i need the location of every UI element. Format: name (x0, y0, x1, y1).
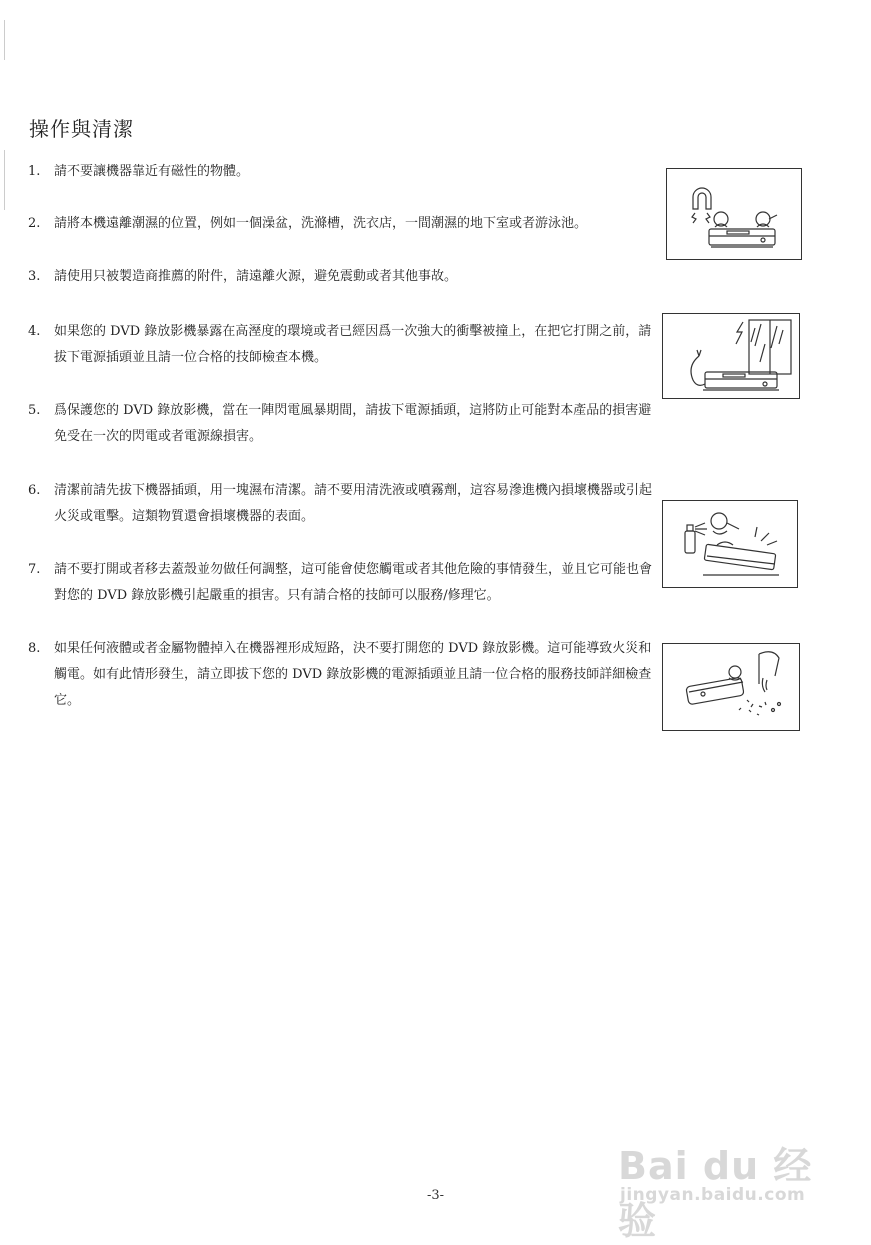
list-item (28, 636, 658, 714)
scan-edge-mark (4, 150, 5, 210)
item-number: 3. (28, 269, 41, 284)
list-item (28, 478, 658, 530)
item-number: 5. (28, 403, 41, 418)
watermark-brand: Bai du 经验 (618, 1144, 813, 1243)
item-number: 1. (28, 164, 41, 179)
list-item (28, 264, 663, 290)
list-item (28, 557, 658, 609)
item-number: 8. (28, 641, 41, 656)
item-text: 請不要打開或者移去蓋殼並勿做任何調整，這可能會使您觸電或者其他危險的事情發生，並且它可能也會對您的 DVD 錄放影機引起嚴重的損害。只有請合格的技師可以服務/修理它。 (54, 562, 653, 603)
magnet-near-player-icon (666, 168, 802, 260)
spray-cleaning-player-icon (662, 500, 798, 588)
page-number: -3- (426, 1188, 445, 1203)
item-text: 爲保護您的 DVD 錄放影機，當在一陣閃電風暴期間，請拔下電源插頭，這將防止可能對本產品的損害避免受在一次的閃電或者電源線損害。 (54, 403, 652, 444)
item-number: 7. (28, 562, 41, 577)
item-number: 4. (28, 324, 41, 339)
item-text: 如果任何液體或者金屬物體掉入在機器裡形成短路，決不要打開您的 DVD 錄放影機。這可能導致火災和觸電。如有此情形發生，請立即拔下您的 DVD 錄放影機的電源插頭並且請一位合格的服務技師詳細檢查它。 (54, 641, 652, 708)
liquid-spill-player-icon (662, 643, 800, 731)
item-text: 請使用只被製造商推薦的附件，請遠離火源，避免震動或者其他事故。 (54, 269, 458, 284)
list-item (28, 159, 663, 185)
item-number: 2. (28, 216, 41, 231)
item-text: 請將本機遠離潮濕的位置，例如一個澡盆，洗滌槽，洗衣店，一間潮濕的地下室或者游泳池。 (54, 216, 588, 231)
list-item (28, 398, 658, 450)
item-number: 6. (28, 483, 41, 498)
item-text: 請不要讓機器靠近有磁性的物體。 (54, 164, 250, 179)
item-text: 清潔前請先拔下機器插頭，用一塊濕布清潔。請不要用清洗液或噴霧劑，這容易滲進機內損壞機器或引起火災或電擊。這類物質還會損壞機器的表面。 (54, 483, 653, 524)
item-text: 如果您的 DVD 錄放影機暴露在高溼度的環境或者已經因爲一次強大的衝擊被撞上，在把它打開之前，請拔下電源插頭並且請一位合格的技師檢查本機。 (54, 324, 652, 365)
list-item (28, 319, 658, 371)
lightning-window-player-icon (662, 313, 800, 399)
scan-edge-mark (4, 20, 5, 60)
watermark-url: jingyan.baidu.com (620, 1185, 806, 1205)
list-item (28, 211, 663, 237)
baidu-watermark (618, 1135, 828, 1243)
page-title: 操作與清潔 (29, 117, 134, 141)
